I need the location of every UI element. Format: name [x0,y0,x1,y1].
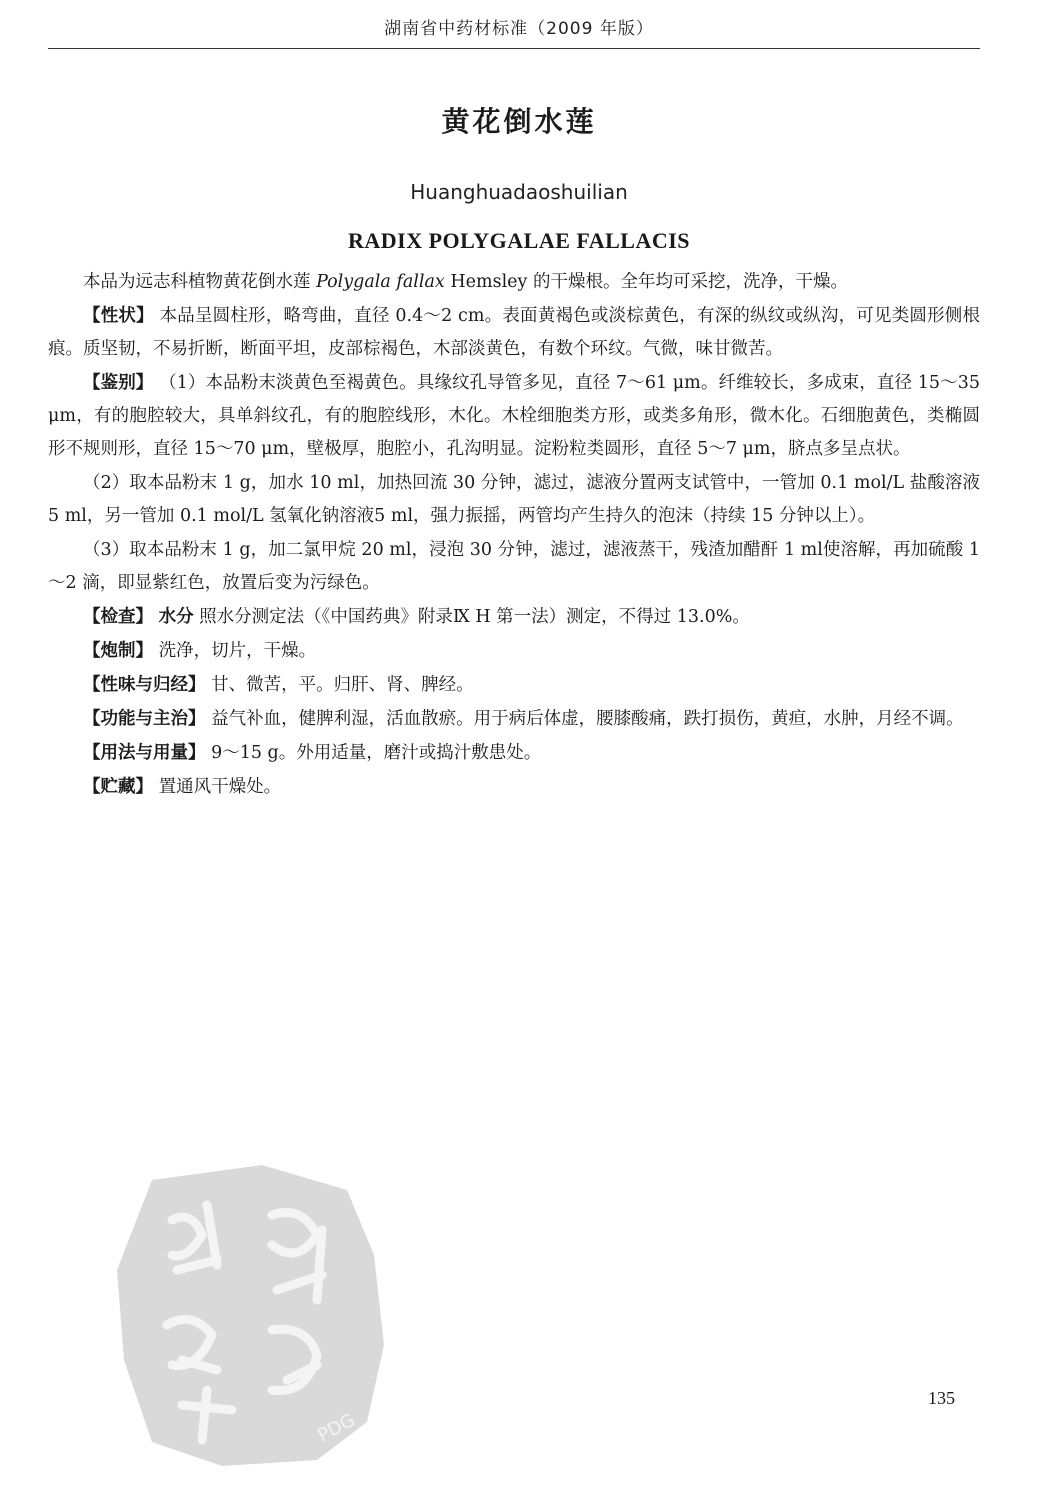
running-header: 湖南省中药材标准（2009 年版） [384,19,654,39]
section-gongneng [48,703,980,736]
section-paozhi [48,635,980,668]
section-text: 甘、微苦，平。归肝、肾、脾经。 [211,675,474,695]
jianbie-item-2 [48,467,980,533]
section-jiancha [48,601,980,634]
intro-text-before: 本品为远志科植物黄花倒水莲 [83,272,311,292]
library-seal-watermark [112,1160,392,1470]
section-xingzhuang [48,300,980,366]
section-text: （1）本品粉末淡黄色至褐黄色。具缘纹孔导管多见，直径 7～61 μm。纤维较长，多成束，直径 15～35 μm，有的胞腔较大，具单斜纹孔，有的胞腔线形，木化。木栓细胞类方形，或类多角形，微木化。石细胞黄色，类椭圆形不规则形，直径 15～70 μm，壁极厚，胞腔小，孔沟明显。淀粉粒类圆形，直径 5～7 μm，脐点多呈点状。 [48,373,980,459]
section-text: 洗净，切片，干燥。 [158,641,317,661]
section-jianbie [48,367,980,466]
jianbie-item-3 [48,534,980,600]
section-text: 照水分测定法（《中国药典》附录Ⅸ H 第一法）测定，不得过 13.0%。 [199,607,750,627]
species-name: Polygala fallax [316,272,445,292]
monograph-body [48,266,980,805]
section-heading: 【用法与用量】 [83,743,206,763]
section-heading: 【性味与归经】 [83,675,206,695]
section-heading: 【功能与主治】 [83,709,206,729]
watermark-label: PDG [314,1409,359,1447]
section-xingwei [48,669,980,702]
section-zhucang [48,771,980,804]
header-rule [48,48,980,49]
page-number: 135 [928,1388,955,1408]
section-heading: 【性状】 [83,306,154,326]
pinyin-name: Huanghuadaoshuilian [410,180,628,204]
subheading-water: 水分 [158,607,194,627]
section-text: 置通风干燥处。 [158,777,282,797]
section-heading: 【鉴别】 [83,373,154,393]
section-heading: 【贮藏】 [83,777,153,797]
section-text: （2）取本品粉末 1 g，加水 10 ml，加热回流 30 分钟，滤过，滤液分置两支试管中，一管加 0.1 mol/L 盐酸溶液 5 ml，另一管加 0.1 mol/L 氢氧化钠溶液5 ml，强力振摇，两管均产生持久的泡沫（持续 15 分钟以上）。 [48,473,980,526]
intro-paragraph [48,266,980,299]
section-text: 益气补血，健脾利湿，活血散瘀。用于病后体虚，腰膝酸痛，跌打损伤，黄疸，水肿，月经不调。 [211,709,964,729]
latin-name: RADIX POLYGALAE FALLACIS [347,228,691,253]
monograph-title: 黄花倒水莲 [441,105,597,138]
section-yongfa [48,737,980,770]
section-text: （3）取本品粉末 1 g，加二氯甲烷 20 ml，浸泡 30 分钟，滤过，滤液蒸干，残渣加醋酐 1 ml使溶解，再加硫酸 1～2 滴，即显紫红色，放置后变为污绿色。 [48,540,980,593]
section-heading: 【检查】 [83,607,153,627]
section-text: 9～15 g。外用适量，磨汁或捣汁敷患处。 [211,743,542,763]
intro-text-after: Hemsley 的干燥根。全年均可采挖，洗净，干燥。 [444,272,848,292]
section-text: 本品呈圆柱形，略弯曲，直径 0.4～2 cm。表面黄褐色或淡棕黄色，有深的纵纹或纵沟，可见类圆形侧根痕。质坚韧，不易折断，断面平坦，皮部棕褐色，木部淡黄色，有数个环纹。气微，味甘微苦。 [48,306,980,359]
section-heading: 【炮制】 [83,641,153,661]
